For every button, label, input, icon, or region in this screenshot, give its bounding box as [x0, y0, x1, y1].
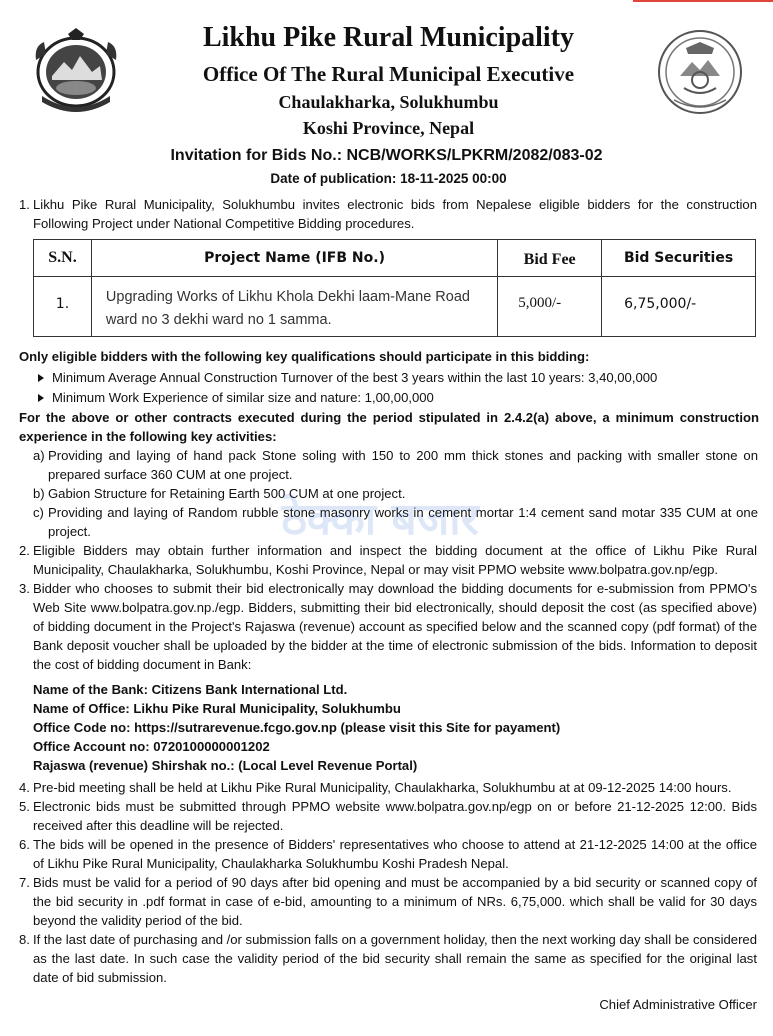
para-number: 2. — [19, 543, 30, 558]
watermark-text: ठेक्का बजार — [281, 494, 479, 545]
table-header-row — [34, 240, 756, 277]
activity-text: Providing and laying of hand pack Stone soling with 150 to 200 mm thick stones and packing with smaller stone on prepared surface 360 CUM at one project. — [48, 448, 758, 482]
row-project-name: Upgrading Works of Likhu Khola Dekhi laam-Mane Road ward no 3 dekhi ward no 1 samma. — [91, 277, 497, 337]
para-8-text: If the last date of purchasing and /or submission falls on a government holiday, then the next working day shall be considered as the last date. In such case the validity period of the bid security shall remain the same as specified for the original last date of bid submission. — [33, 932, 757, 985]
para-number: 7. — [19, 875, 30, 890]
bank-office-name: Name of Office: Likhu Pike Rural Municipality, Solukhumbu — [33, 701, 401, 716]
signoff: Chief Administrative Officer — [599, 997, 757, 1012]
activity-label: a) — [33, 448, 45, 463]
municipality-title: Likhu Pike Rural Municipality — [202, 22, 575, 53]
bank-name: Name of the Bank: Citizens Bank International Ltd. — [33, 682, 348, 697]
address-line-2: Koshi Province, Nepal — [302, 118, 475, 138]
experience-intro: For the above or other contracts executed during the period stipulated in 2.4.2(a) above, a minimum construction experience in the following key activities: — [19, 410, 759, 444]
activity-label: c) — [33, 505, 44, 520]
top-accent-line — [633, 0, 773, 2]
col-fee-header: Bid Fee — [498, 240, 602, 277]
col-sn-header: S.N. — [34, 240, 92, 277]
para-7-text: Bids must be valid for a period of 90 days after bid opening and must be accompanied by a bid security or scanned copy of the bid security in .pdf format in case of e-bid, amounting to a minimum of NRs. 6,75,000. which shall be valid for 30 days beyond the validity period of the bid. — [33, 875, 757, 928]
para-1-text: Likhu Pike Rural Municipality, Solukhumbu invites electronic bids from Nepalese eligible bidders for the construction Following Project under National Competitive Bidding procedures. — [33, 197, 757, 231]
para-4-text: Pre-bid meeting shall be held at Likhu Pike Rural Municipality, Chaulakharka, Solukhumbu at at 09-12-2025 14:00 hours. — [33, 780, 732, 795]
office-title: Office Of The Rural Municipal Executive — [202, 62, 575, 86]
qualification-text: Minimum Average Annual Construction Turnover of the best 3 years within the last 10 years: 3,40,00,000 — [52, 370, 658, 385]
qualification-text: Minimum Work Experience of similar size and nature: 1,00,00,000 — [52, 390, 434, 405]
qualification-item — [38, 368, 758, 387]
para-3-text: Bidder who chooses to submit their bid electronically may download the bidding documents for e-submission from PPMO's Web Site www.bolpatra.gov.np./egp. Bidders, submitting their bid electronically, should deposit the cost (as specified above) of bidding document in the Project's Rajaswa (revenue) account as specified below and the scanned copy (pdf format) of the Bank deposit voucher shall be uploaded by the bidder at the time of electronic submission of the bids. Information to deposit the cost of bidding document in Bank: — [33, 581, 757, 672]
bank-office-code: Office Code no: https://sutrarevenue.fcgo.gov.np (please visit this Site for payament) — [33, 720, 561, 735]
publication-date: Date of publication: 18-11-2025 00:00 — [270, 171, 507, 186]
row-sn: 1. — [34, 277, 92, 337]
activity-label: b) — [33, 486, 45, 501]
qualification-item — [38, 388, 758, 407]
row-bid-fee: 5,000/- — [498, 277, 602, 337]
col-project-header: Project Name (IFB No.) — [91, 240, 497, 277]
revenue-shirshak: Rajaswa (revenue) Shirshak no.: (Local Level Revenue Portal) — [33, 758, 418, 773]
para-number: 6. — [19, 837, 30, 852]
para-number: 8. — [19, 932, 30, 947]
activity-text: Gabion Structure for Retaining Earth 500 CUM at one project. — [48, 486, 406, 501]
row-bid-security: 6,75,000/- — [602, 277, 756, 337]
table-row — [34, 277, 756, 337]
triangle-bullet-icon — [38, 394, 44, 402]
address-line-1: Chaulakharka, Solukhumbu — [278, 92, 499, 112]
ifb-number: Invitation for Bids No.: NCB/WORKS/LPKRM/2082/083-02 — [170, 147, 603, 164]
col-security-header: Bid Securities — [602, 240, 756, 277]
triangle-bullet-icon — [38, 374, 44, 382]
para-number: 3. — [19, 581, 30, 596]
para-number: 4. — [19, 780, 30, 795]
para-6-text: The bids will be opened in the presence of Bidders' representatives who choose to attend at 21-12-2025 14:00 at the office of Likhu Pike Rural Municipality, Chaulakharka Solukhumbu Koshi Pradesh Nepal. — [33, 837, 757, 871]
bank-account: Office Account no: 0720100000001202 — [33, 739, 270, 754]
para-5-text: Electronic bids must be submitted through PPMO website www.bolpatra.gov.np/egp on or before 21-12-2025 12:00. Bids received after this deadline will be rejected. — [33, 799, 757, 833]
activity-text: Providing and laying of Random rubble stone masonry works in cement mortar 1:4 cement sand motar 335 CUM at one project. — [48, 505, 758, 539]
para-number: 1. — [19, 197, 30, 212]
para-2-text: Eligible Bidders may obtain further information and inspect the bidding document at the office of Likhu Pike Rural Municipality, Chaulakharka, Solukhumbu, Koshi Province, Nepal or may visit PPMO website www.bolpatra.gov.np/egp. — [33, 543, 757, 577]
para-number: 5. — [19, 799, 30, 814]
qualifications-intro: Only eligible bidders with the following key qualifications should participate in this bidding: — [19, 349, 590, 364]
bid-table — [33, 239, 756, 337]
